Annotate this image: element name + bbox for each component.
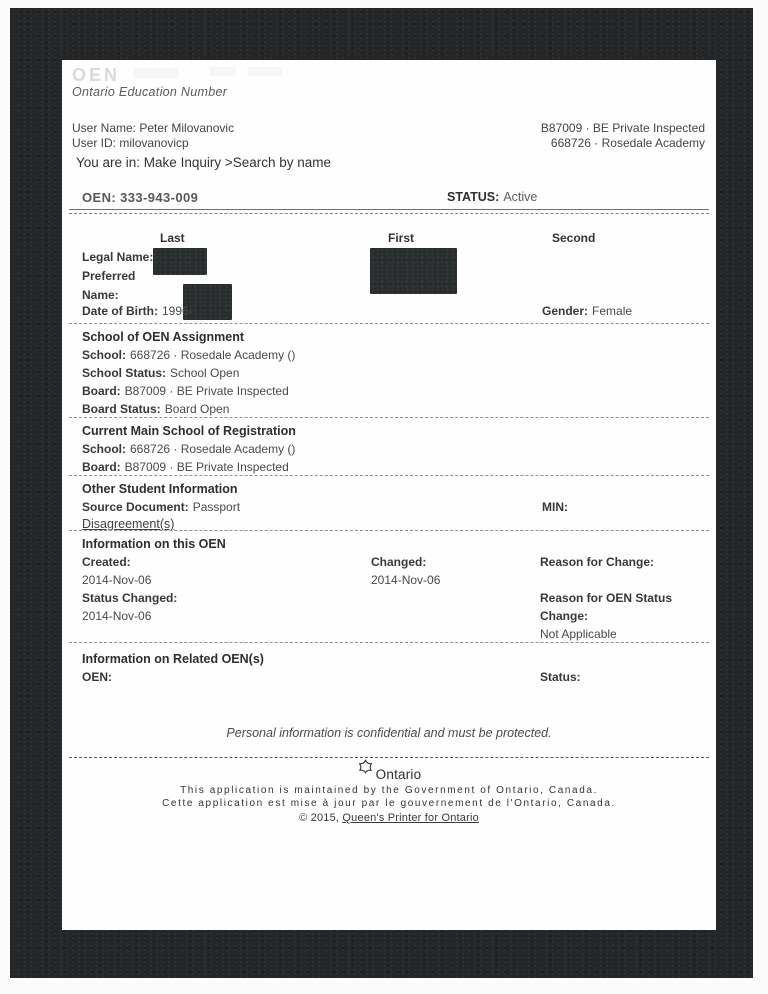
school-label: School: [82, 442, 126, 456]
column-header-last: Last [160, 231, 185, 245]
maintained-en-text: This application is maintained by the Government of Ontario, Canada. [180, 785, 598, 796]
section-title-related-oens: Information on Related OEN(s) [82, 652, 264, 666]
name-section [62, 231, 716, 323]
reason-oen-status-value: Not Applicable [540, 627, 617, 641]
separator [69, 642, 709, 643]
gender-label: Gender: [542, 304, 589, 318]
board-value: B87009 · BE Private Inspected [124, 384, 289, 398]
changed-value: 2014-Nov-06 [371, 573, 441, 587]
oen-logo-subtitle: Ontario Education Number [72, 85, 228, 99]
scan-artifact [210, 67, 236, 76]
school-status-label: School Status: [82, 366, 167, 380]
min-label: MIN: [542, 500, 568, 514]
ontario-logo-row [62, 760, 716, 782]
queens-printer-link[interactable]: Queen's Printer for Ontario [342, 812, 479, 824]
user-id-row [72, 136, 234, 151]
section-title-other-info: Other Student Information [82, 482, 238, 496]
assignment-school-row [82, 348, 295, 362]
oen-number [82, 190, 198, 205]
user-name-label: User Name: [72, 121, 137, 135]
user-name-value: Peter Milovanovic [139, 121, 235, 135]
created-value: 2014-Nov-06 [82, 573, 152, 587]
assignment-school-status-row [82, 366, 239, 380]
separator [69, 530, 709, 531]
column-header-second: Second [552, 231, 596, 245]
assignment-board-row [82, 384, 289, 398]
confidentiality-note: Personal information is confidential and must be protected. [226, 726, 552, 740]
reason-oen-status-label-line2: Change: [540, 609, 588, 623]
maintained-fr-text: Cette application est mise à jour par le gouvernement de l'Ontario, Canada. [162, 798, 616, 809]
school-status-value: School Open [170, 366, 240, 380]
context-board: B87009 · BE Private Inspected [540, 121, 705, 135]
redacted-first-name [370, 248, 457, 294]
board-value: B87009 · BE Private Inspected [124, 460, 289, 474]
status-label: STATUS: [447, 190, 500, 204]
ontario-wordmark: Ontario [375, 767, 422, 782]
reason-oen-status-label-line1: Reason for OEN Status [540, 591, 673, 605]
copyright-text: © 2015, [299, 812, 340, 824]
created-label: Created: [82, 555, 131, 569]
preferred-label: Preferred [82, 269, 136, 283]
board-label: Board: [82, 460, 121, 474]
school-value: 668726 · Rosedale Academy () [130, 348, 296, 362]
separator [69, 757, 709, 758]
oen-label: OEN: [82, 190, 117, 205]
column-header-first: First [388, 231, 415, 245]
board-label: Board: [82, 384, 121, 398]
dob-row [82, 304, 193, 318]
section-title-oen-info: Information on this OEN [82, 537, 226, 551]
oen-application-page [62, 60, 716, 930]
oen-status-bar [62, 190, 716, 207]
registration-school-row [82, 442, 295, 456]
user-name-row [72, 121, 234, 136]
user-id-value: milovanovicp [119, 136, 189, 150]
user-id-label: User ID: [72, 136, 117, 150]
context-block [541, 121, 705, 151]
status-changed-label: Status Changed: [82, 591, 178, 605]
scan-artifact [248, 67, 282, 76]
separator [69, 209, 709, 214]
reason-change-label: Reason for Change: [540, 555, 655, 569]
status-cell [447, 190, 537, 204]
disagreements-link[interactable]: Disagreement(s) [82, 517, 175, 531]
breadcrumb: You are in: Make Inquiry >Search by name [76, 155, 332, 170]
board-status-value: Board Open [164, 402, 230, 416]
related-oen-label: OEN: [82, 670, 112, 684]
section-title-school-assignment: School of OEN Assignment [82, 330, 245, 344]
separator [69, 475, 709, 476]
assignment-board-status-row [82, 402, 229, 416]
section-title-current-registration: Current Main School of Registration [82, 424, 296, 438]
legal-name-label: Legal Name: [82, 250, 154, 264]
scan-artifact [134, 68, 178, 78]
dob-label: Date of Birth: [82, 304, 158, 318]
name-label: Name: [82, 288, 119, 302]
separator [69, 323, 709, 324]
related-status-label: Status: [540, 670, 581, 684]
board-status-label: Board Status: [82, 402, 161, 416]
school-value: 668726 · Rosedale Academy () [130, 442, 296, 456]
changed-label: Changed: [371, 555, 427, 569]
user-info-block [72, 121, 234, 151]
status-value: Active [503, 190, 538, 204]
dob-value: 1996- [162, 304, 193, 318]
gender-row [542, 304, 632, 318]
copyright-row [62, 812, 716, 824]
source-document-row [82, 500, 240, 514]
separator [69, 417, 709, 418]
status-changed-value: 2014-Nov-06 [82, 609, 152, 623]
source-document-value: Passport [192, 500, 241, 514]
redacted-legal-last-name [153, 248, 207, 275]
gender-value: Female [592, 304, 633, 318]
school-label: School: [82, 348, 126, 362]
oen-value: 333-943-009 [120, 190, 199, 205]
source-document-label: Source Document: [82, 500, 189, 514]
registration-board-row [82, 460, 289, 474]
oen-logo: OEN [72, 65, 121, 85]
trillium-icon [357, 758, 374, 782]
context-school: 668726 · Rosedale Academy [550, 136, 705, 150]
